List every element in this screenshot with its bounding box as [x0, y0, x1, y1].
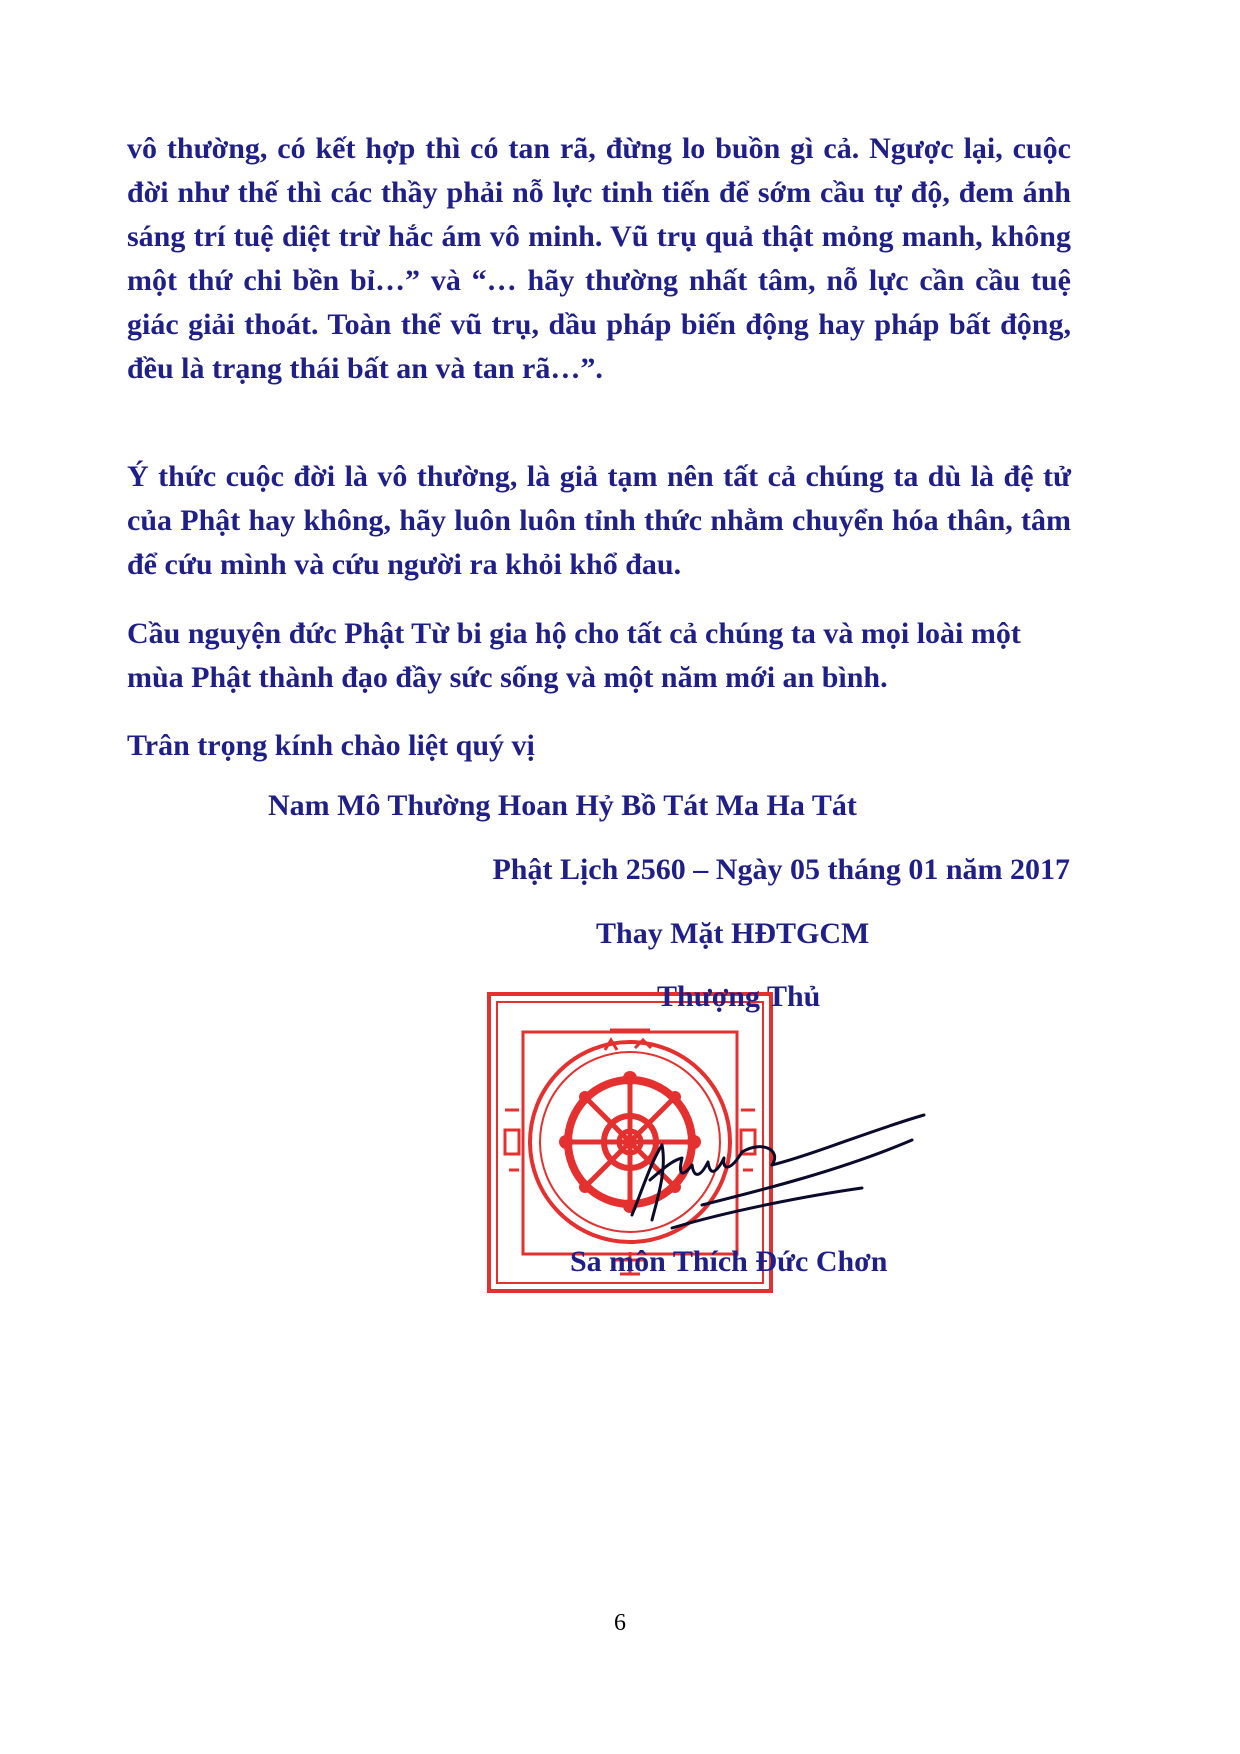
paragraph-2: Ý thức cuộc đời là vô thường, là giả tạm nên tất cả chúng ta dù là đệ tử của Phật hay không, hãy luôn luôn tỉnh thức nhằm chuyển hóa thân, tâm để cứu mình và cứu người ra khỏi khổ đau.	[127, 460, 1071, 581]
title-line: Thượng Thủ	[657, 980, 821, 1013]
date-line: Phật Lịch 2560 – Ngày 05 tháng 01 năm 2017	[492, 853, 1070, 886]
greeting-line: Trân trọng kính chào liệt quý vị	[127, 729, 535, 762]
paragraph-3: Cầu nguyện đức Phật Từ bi gia hộ cho tất cả chúng ta và mọi loài một mùa Phật thành đạo đầy sức sống và một năm mới an bình.	[127, 617, 1021, 694]
page-number: 6	[614, 1610, 626, 1636]
on-behalf-line: Thay Mặt HĐTGCM	[596, 917, 870, 950]
handwritten-signature-icon	[612, 1110, 932, 1240]
signatory-name: Sa môn Thích Đức Chơn	[570, 1245, 888, 1278]
paragraph-1: vô thường, có kết hợp thì có tan rã, đừng lo buồn gì cả. Ngược lại, cuộc đời như thế thì các thầy phải nỗ lực tinh tiến để sớm cầu tự độ, đem ánh sáng trí tuệ diệt trừ hắc ám vô minh. Vũ trụ quả thật mỏng manh, không một thứ chi bền bỉ…” và “… hãy thường nhất tâm, nỗ lực cần cầu tuệ giác giải thoát. Toàn thể vũ trụ, dầu pháp biến động hay pháp bất động, đều là trạng thái bất an và tan rã…”.	[127, 132, 1071, 385]
invocation-line: Nam Mô Thường Hoan Hỷ Bồ Tát Ma Ha Tát	[268, 789, 857, 822]
